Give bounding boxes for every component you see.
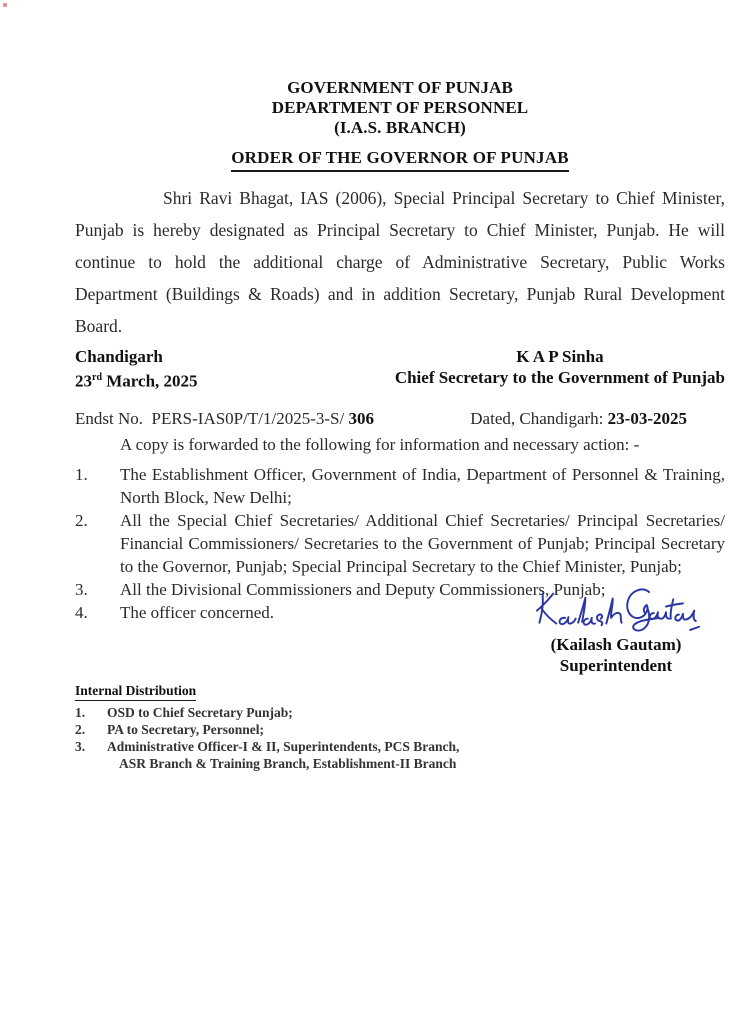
internal-item-text: OSD to Chief Secretary Punjab;	[107, 704, 293, 720]
date-ordinal-suffix: rd	[92, 372, 102, 383]
scan-artifact-dot	[3, 3, 7, 7]
endorsement-number-line	[75, 408, 374, 430]
signatory-title: Superintendent	[559, 655, 673, 675]
endorsement-row	[75, 408, 725, 430]
list-item	[75, 463, 725, 509]
signatory-name: (Kailash Gautam)	[550, 634, 682, 654]
list-item-text: All the Divisional Commissioners and Deputy Commissioners, Punjab;	[120, 579, 606, 599]
endorsement-date-line	[470, 408, 687, 430]
list-item-number: 3.	[75, 579, 88, 599]
internal-item	[75, 721, 725, 738]
order-body-paragraph: Shri Ravi Bhagat, IAS (2006), Special Principal Secretary to Chief Minister, Punjab is hereby designated as Principal Secretary to Chief Minister, Punjab. He will continue to hold the additional charge of Administrative Secretary, Public Works Department (Buildings & Roads) and in addition Secretary, Punjab Rural Development Board.	[75, 188, 725, 336]
date-day: 23	[75, 371, 92, 391]
signing-authority-block	[395, 346, 725, 392]
endorsement-date-value: 23-03-2025	[607, 408, 687, 428]
place-date-signatory-row	[75, 346, 725, 392]
internal-item-line1: Administrative Officer-I & II, Superintendents, PCS Branch,	[107, 738, 460, 754]
endorsement-number-label: Endst No. PERS-IAS0P/T/1/2025-3-S/	[75, 408, 349, 428]
order-date	[75, 367, 198, 392]
place: Chandigarh	[75, 347, 163, 366]
internal-item	[75, 704, 725, 721]
date-month-year: March, 2025	[102, 371, 198, 391]
list-item-number: 2.	[75, 510, 88, 530]
department-name: DEPARTMENT OF PERSONNEL	[271, 98, 529, 117]
internal-item-line2: ASR Branch & Training Branch, Establishment-II Branch	[119, 755, 457, 771]
order-title: ORDER OF THE GOVERNOR OF PUNJAB	[231, 148, 569, 172]
internal-item-number: 3.	[75, 738, 86, 754]
internal-item-number: 1.	[75, 704, 86, 720]
list-item-text: The officer concerned.	[120, 602, 275, 622]
list-item-text: The Establishment Officer, Government of India, Department of Personnel & Training, North Block, New Delhi;	[120, 464, 725, 507]
signing-authority-title: Chief Secretary to the Government of Punjab	[394, 368, 725, 387]
endorsement-number-value: 306	[348, 408, 374, 428]
list-item	[75, 578, 725, 601]
internal-item-text	[107, 738, 725, 772]
signing-authority-name: K A P Sinha	[516, 347, 604, 366]
list-item-text: All the Special Chief Secretaries/ Additional Chief Secretaries/ Principal Secretaries/ Financial Commissioners/ Secretaries to the Government of Punjab; Principal Secretary to the Governor, Punjab; Special Principal Secretary to the Chief Minister, Punjab;	[120, 510, 725, 576]
list-item	[75, 509, 725, 578]
branch-name: (I.A.S. BRANCH)	[334, 118, 466, 137]
government-name: GOVERNMENT OF PUNJAB	[287, 78, 513, 97]
internal-distribution	[75, 682, 725, 772]
list-item-number: 4.	[75, 602, 88, 622]
internal-item-text: PA to Secretary, Personnel;	[107, 721, 264, 737]
order-title-row	[75, 148, 725, 172]
endorsement-date-label: Dated, Chandigarh:	[470, 408, 608, 428]
copy-forwarded-line: A copy is forwarded to the following for information and necessary action: -	[120, 434, 640, 454]
list-item-number: 1.	[75, 464, 88, 484]
internal-item-number: 2.	[75, 721, 86, 737]
internal-distribution-heading: Internal Distribution	[75, 682, 196, 701]
internal-item	[75, 738, 725, 772]
letterhead	[75, 78, 725, 138]
place-date-block	[75, 346, 198, 392]
